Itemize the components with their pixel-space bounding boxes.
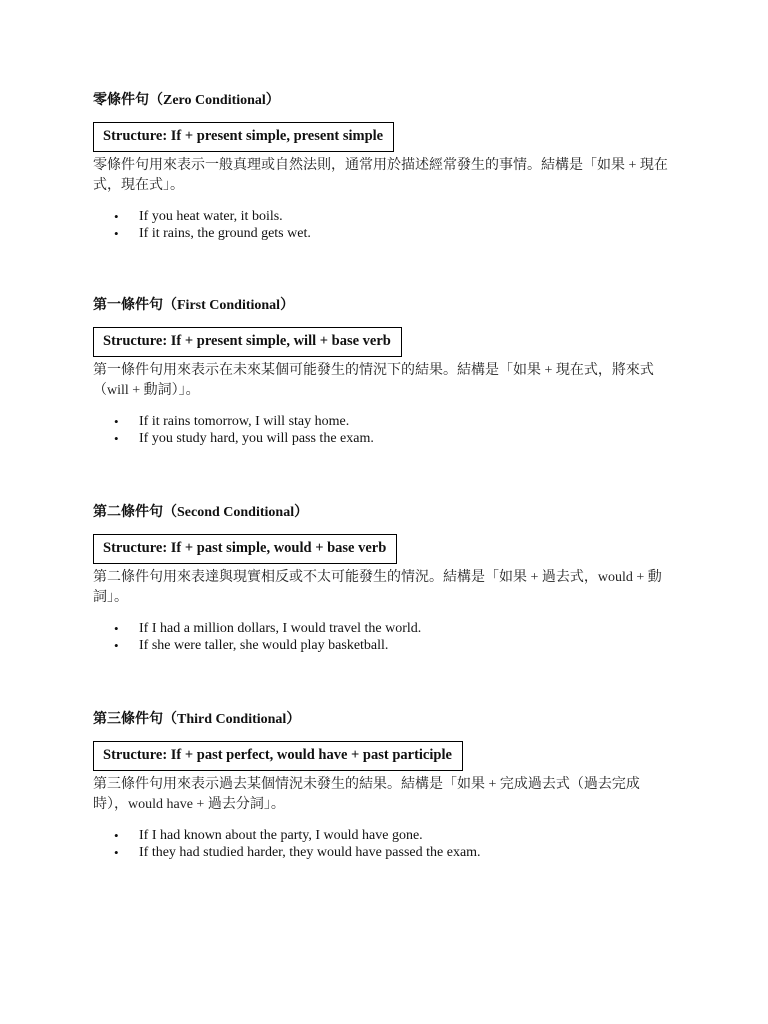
section-description: 第一條件句用來表示在未來某個可能發生的情況下的結果。結構是「如果 + 現在式，將來式（will + 動詞）」。 bbox=[93, 363, 654, 398]
section-second-conditional bbox=[93, 504, 683, 654]
section-heading: 第一條件句（First Conditional） bbox=[93, 298, 295, 313]
bullet-icon: • bbox=[114, 209, 119, 224]
section-description: 第三條件句用來表示過去某個情況未發生的結果。結構是「如果 + 完成過去式（過去完成時），would have + 過去分詞」。 bbox=[93, 777, 640, 812]
list-item bbox=[93, 208, 683, 225]
example-text: If you heat water, it boils. bbox=[139, 209, 283, 224]
list-item bbox=[93, 225, 683, 242]
example-text: If you study hard, you will pass the exam. bbox=[139, 431, 374, 446]
list-item bbox=[93, 620, 683, 637]
list-item bbox=[93, 637, 683, 654]
bullet-icon: • bbox=[114, 226, 119, 241]
example-list bbox=[93, 827, 683, 861]
section-description: 零條件句用來表示一般真理或自然法則，通常用於描述經常發生的事情。結構是「如果 + 現在式，現在式」。 bbox=[93, 158, 668, 193]
example-list bbox=[93, 413, 683, 447]
section-heading: 第三條件句（Third Conditional） bbox=[93, 712, 301, 727]
bullet-icon: • bbox=[114, 414, 119, 429]
example-text: If they had studied harder, they would have passed the exam. bbox=[139, 845, 481, 860]
structure-box: Structure: If + past simple, would + base verb bbox=[93, 534, 397, 564]
section-heading: 零條件句（Zero Conditional） bbox=[93, 93, 280, 108]
example-list bbox=[93, 208, 683, 242]
structure-box: Structure: If + present simple, will + base verb bbox=[93, 327, 402, 357]
bullet-icon: • bbox=[114, 845, 119, 860]
bullet-icon: • bbox=[114, 828, 119, 843]
structure-box: Structure: If + past perfect, would have + past participle bbox=[93, 741, 463, 771]
example-text: If I had a million dollars, I would travel the world. bbox=[139, 621, 422, 636]
example-list bbox=[93, 620, 683, 654]
example-text: If it rains, the ground gets wet. bbox=[139, 226, 311, 241]
bullet-icon: • bbox=[114, 621, 119, 636]
section-description: 第二條件句用來表達與現實相反或不太可能發生的情況。結構是「如果 + 過去式，would + 動詞」。 bbox=[93, 570, 662, 605]
section-third-conditional bbox=[93, 711, 683, 861]
list-item bbox=[93, 827, 683, 844]
list-item bbox=[93, 844, 683, 861]
bullet-icon: • bbox=[114, 638, 119, 653]
bullet-icon: • bbox=[114, 431, 119, 446]
structure-box: Structure: If + present simple, present simple bbox=[93, 122, 394, 152]
example-text: If I had known about the party, I would have gone. bbox=[139, 828, 423, 843]
list-item bbox=[93, 430, 683, 447]
example-text: If she were taller, she would play basketball. bbox=[139, 638, 389, 653]
list-item bbox=[93, 413, 683, 430]
section-zero-conditional bbox=[93, 92, 683, 242]
section-first-conditional bbox=[93, 297, 683, 447]
section-heading: 第二條件句（Second Conditional） bbox=[93, 505, 309, 520]
example-text: If it rains tomorrow, I will stay home. bbox=[139, 414, 350, 429]
